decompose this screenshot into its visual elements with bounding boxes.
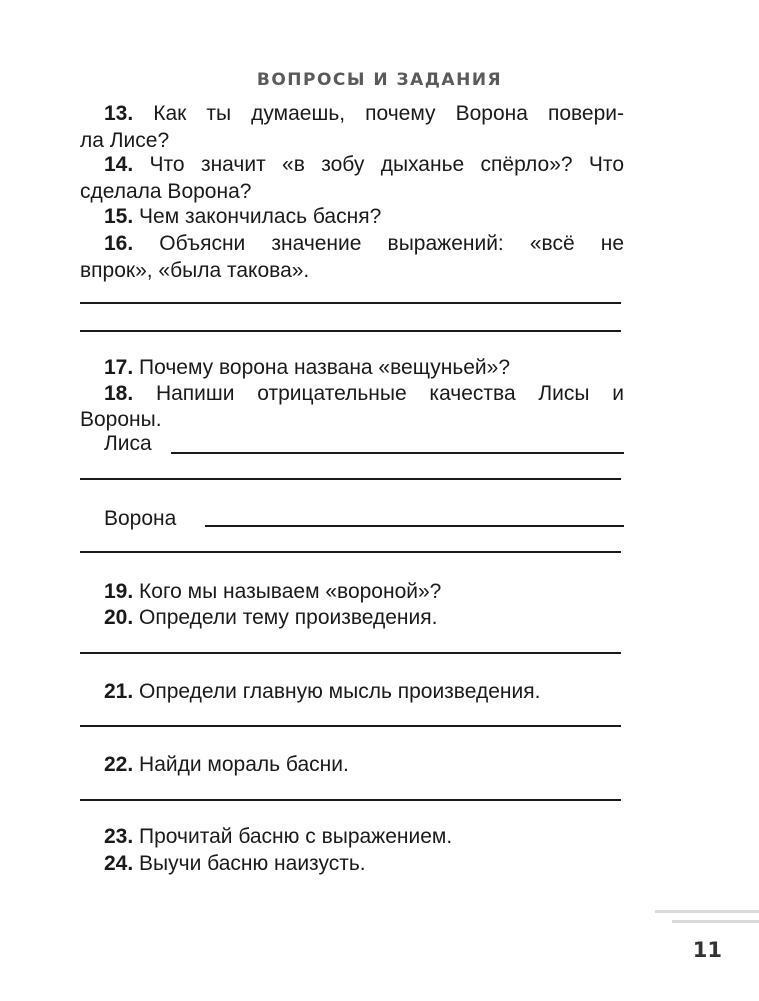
question-number: 22.	[104, 753, 134, 776]
question-14-line-2	[80, 178, 624, 206]
question-number: 15.	[104, 205, 134, 228]
question-21	[80, 678, 624, 706]
question-16-line-2	[80, 257, 624, 285]
crow-label: Ворона	[104, 507, 177, 530]
question-16-line-1	[80, 230, 624, 258]
answer-line	[80, 551, 621, 553]
question-18-line-1	[80, 380, 624, 408]
question-text: Почему ворона названа «вещуньей»?	[133, 356, 511, 379]
section-title: ВОПРОСЫ И ЗАДАНИЯ	[256, 70, 503, 90]
question-text: Определи главную мысль произведения.	[133, 680, 541, 703]
question-17	[80, 354, 624, 382]
question-text: Вороны.	[80, 408, 162, 431]
question-number: 23.	[104, 825, 134, 848]
question-text: Как ты думаешь, почему Ворона повери-	[133, 102, 624, 125]
question-text: Объясни значение выражений: «всё не	[133, 232, 624, 255]
question-number: 19.	[104, 580, 134, 603]
question-number: 14.	[104, 153, 134, 176]
question-19	[80, 578, 624, 606]
answer-line	[80, 478, 621, 480]
question-text: впрок», «была такова».	[80, 259, 310, 282]
fox-label: Лиса	[104, 432, 152, 455]
question-text: ла Лисе?	[80, 129, 170, 152]
crow-answer-line	[205, 525, 624, 527]
answer-line	[80, 330, 621, 332]
answer-line	[80, 799, 621, 801]
footer-decoration-line	[655, 910, 759, 913]
question-15	[80, 203, 624, 231]
question-23	[80, 823, 624, 851]
question-number: 13.	[104, 102, 134, 125]
question-text: Напиши отрицательные качества Лисы и	[133, 382, 624, 405]
question-14-line-1	[80, 151, 624, 179]
question-text: Что значит «в зобу дыханье спёрло»? Что	[133, 153, 624, 176]
answer-line	[80, 652, 621, 654]
question-text: Определи тему произведения.	[133, 606, 438, 629]
question-number: 21.	[104, 680, 134, 703]
page-number: 11	[692, 938, 722, 962]
question-text: сделала Ворона?	[80, 180, 252, 203]
question-number: 16.	[104, 232, 134, 255]
question-text: Чем закончилась басня?	[133, 205, 382, 228]
question-number: 18.	[104, 382, 134, 405]
question-number: 24.	[104, 852, 134, 875]
question-number: 20.	[104, 606, 134, 629]
answer-line	[80, 302, 621, 304]
footer-decoration-line	[672, 920, 759, 923]
question-24	[80, 850, 624, 878]
question-text: Найди мораль басни.	[133, 753, 349, 776]
answer-line	[80, 725, 621, 727]
question-text: Кого мы называем «вороной»?	[133, 580, 442, 603]
question-text: Выучи басню наизусть.	[133, 852, 366, 875]
fox-answer-line	[171, 452, 624, 454]
question-20	[80, 604, 624, 632]
question-text: Прочитай басню с выражением.	[133, 825, 453, 848]
question-22	[80, 751, 624, 779]
question-number: 17.	[104, 356, 134, 379]
question-13-line-1	[80, 100, 624, 128]
